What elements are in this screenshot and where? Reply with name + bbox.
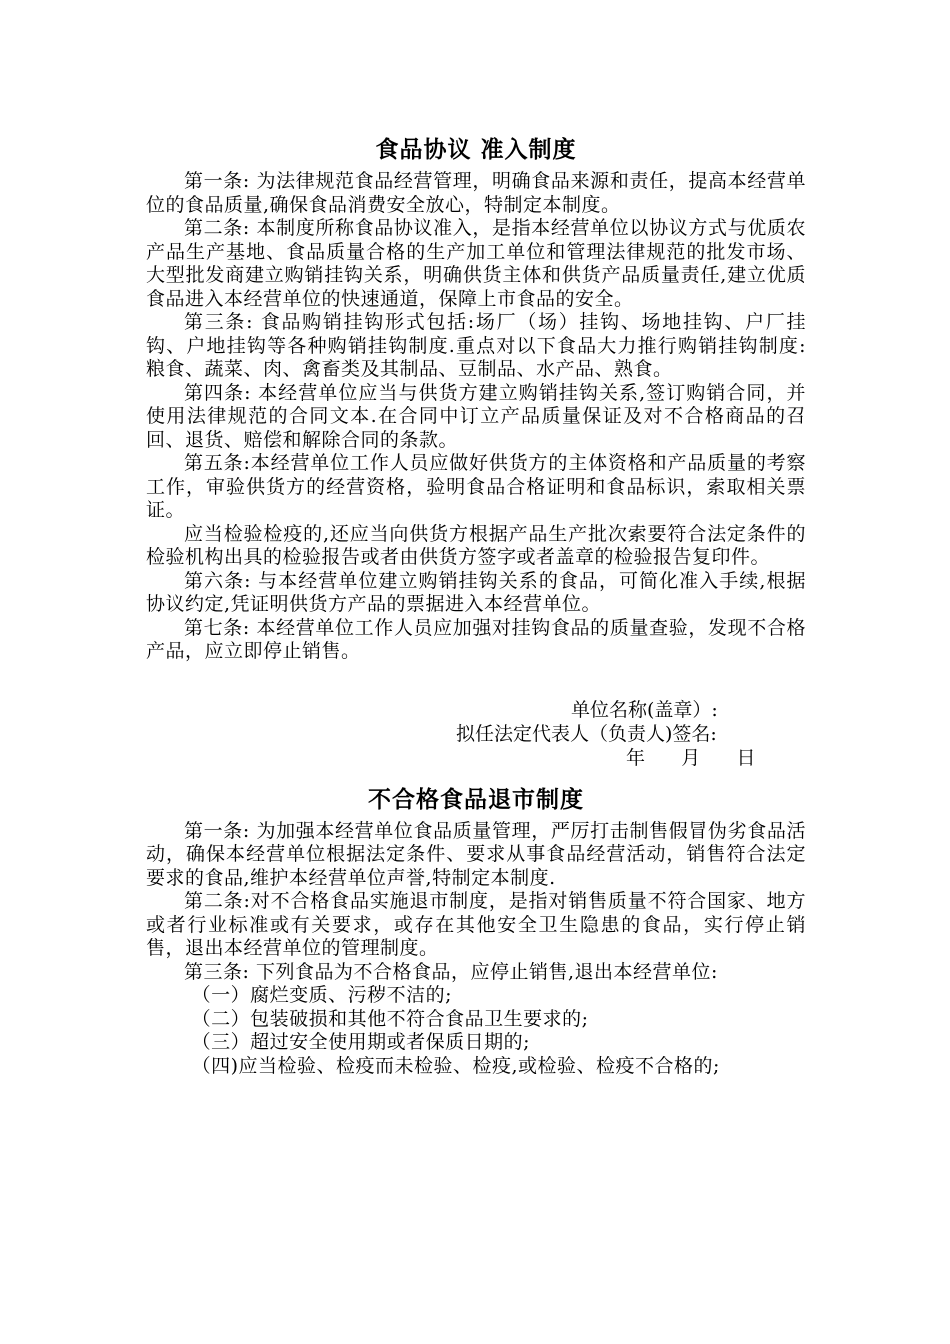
section1-title: 食品协议 准入制度 (375, 137, 577, 163)
signature-unit-name: 单位名称(盖章）: (571, 698, 718, 721)
section1-article-6: 第六条: 与本经营单位建立购销挂钩关系的食品，可简化准入手续,根据协议约定,凭证明供货方产品的票据进入本经营单位。 (146, 569, 806, 615)
section1-article-5: 第五条:本经营单位工作人员应做好供货方的主体资格和产品质量的考察工作，审验供货方的经营资格，验明食品合格证明和食品标识，索取相关票证。 (146, 452, 806, 521)
section2-list-item: （一）腐烂变质、污秽不洁的; (191, 984, 452, 1006)
section1-article-3: 第三条: 食品购销挂钩形式包括:场厂（场）挂钩、场地挂钩、户厂挂钩、户地挂钩等各种购销挂钩制度.重点对以下食品大力推行购销挂钩制度: 粮食、蔬菜、肉、禽畜类及其制品、豆制品、水产品、熟食。 (146, 311, 806, 380)
section2-list-item: （二）包装破损和其他不符合食品卫生要求的; (191, 1007, 589, 1030)
section2-article-2: 第二条:对不合格食品实施退市制度，是指对销售质量不符合国家、地方或者行业标准或有关要求，或存在其他安全卫生隐患的食品，实行停止销售，退出本经营单位的管理制度。 (146, 890, 806, 959)
section2-title: 不合格食品退市制度 (368, 786, 584, 813)
section2-article-1: 第一条: 为加强本经营单位食品质量管理，严厉打击制售假冒伪劣食品活动，确保本经营单位根据法定条件、要求从事食品经营活动，销售符合法定要求的食品,维护本经营单位声誉,特制定本制度. (146, 819, 806, 889)
section2-article-3: 第三条: 下列食品为不合格食品，应停止销售,退出本经营单位: (184, 960, 718, 983)
section1-article-7: 第七条: 本经营单位工作人员应加强对挂钩食品的质量查验，发现不合格产品，应立即停止销售。 (146, 616, 806, 662)
section2-list-item: （四)应当检验、检疫而未检验、检疫,或检验、检疫不合格的; (191, 1054, 720, 1077)
section1-article-4: 第四条: 本经营单位应当与供货方建立购销挂钩关系,签订购销合同，并使用法律规范的合同文本.在合同中订立产品质量保证及对不合格商品的召回、退货、赔偿和解除合同的条款。 (146, 381, 806, 451)
section1-article-2: 第二条: 本制度所称食品协议准入，是指本经营单位以协议方式与优质农产品生产基地、食品质量合格的生产加工单位和管理法律规范的批发市场、大型批发商建立购销挂钩关系，明确供货主体和供货产品质量责任,建立优质食品进入本经营单位的快速通道，保障上市食品的安全。 (146, 217, 806, 310)
signature-block (146, 698, 806, 770)
document-page (146, 130, 806, 1078)
section1-article-5-continued: 应当检验检疫的,还应当向供货方根据产品生产批次索要符合法定条件的检验机构出具的检验报告或者由供货方签字或者盖章的检验报告复印件。 (146, 522, 806, 568)
section1-article-1: 第一条: 为法律规范食品经营管理，明确食品来源和责任，提高本经营单位的食品质量,确保食品消费安全放心，特制定本制度。 (146, 170, 806, 216)
section2-list-item: （三）超过安全使用期或者保质日期的; (191, 1031, 530, 1053)
signature-representative: 拟任法定代表人（负责人)签名: (456, 722, 717, 745)
signature-date: 年 月 日 (626, 746, 756, 769)
